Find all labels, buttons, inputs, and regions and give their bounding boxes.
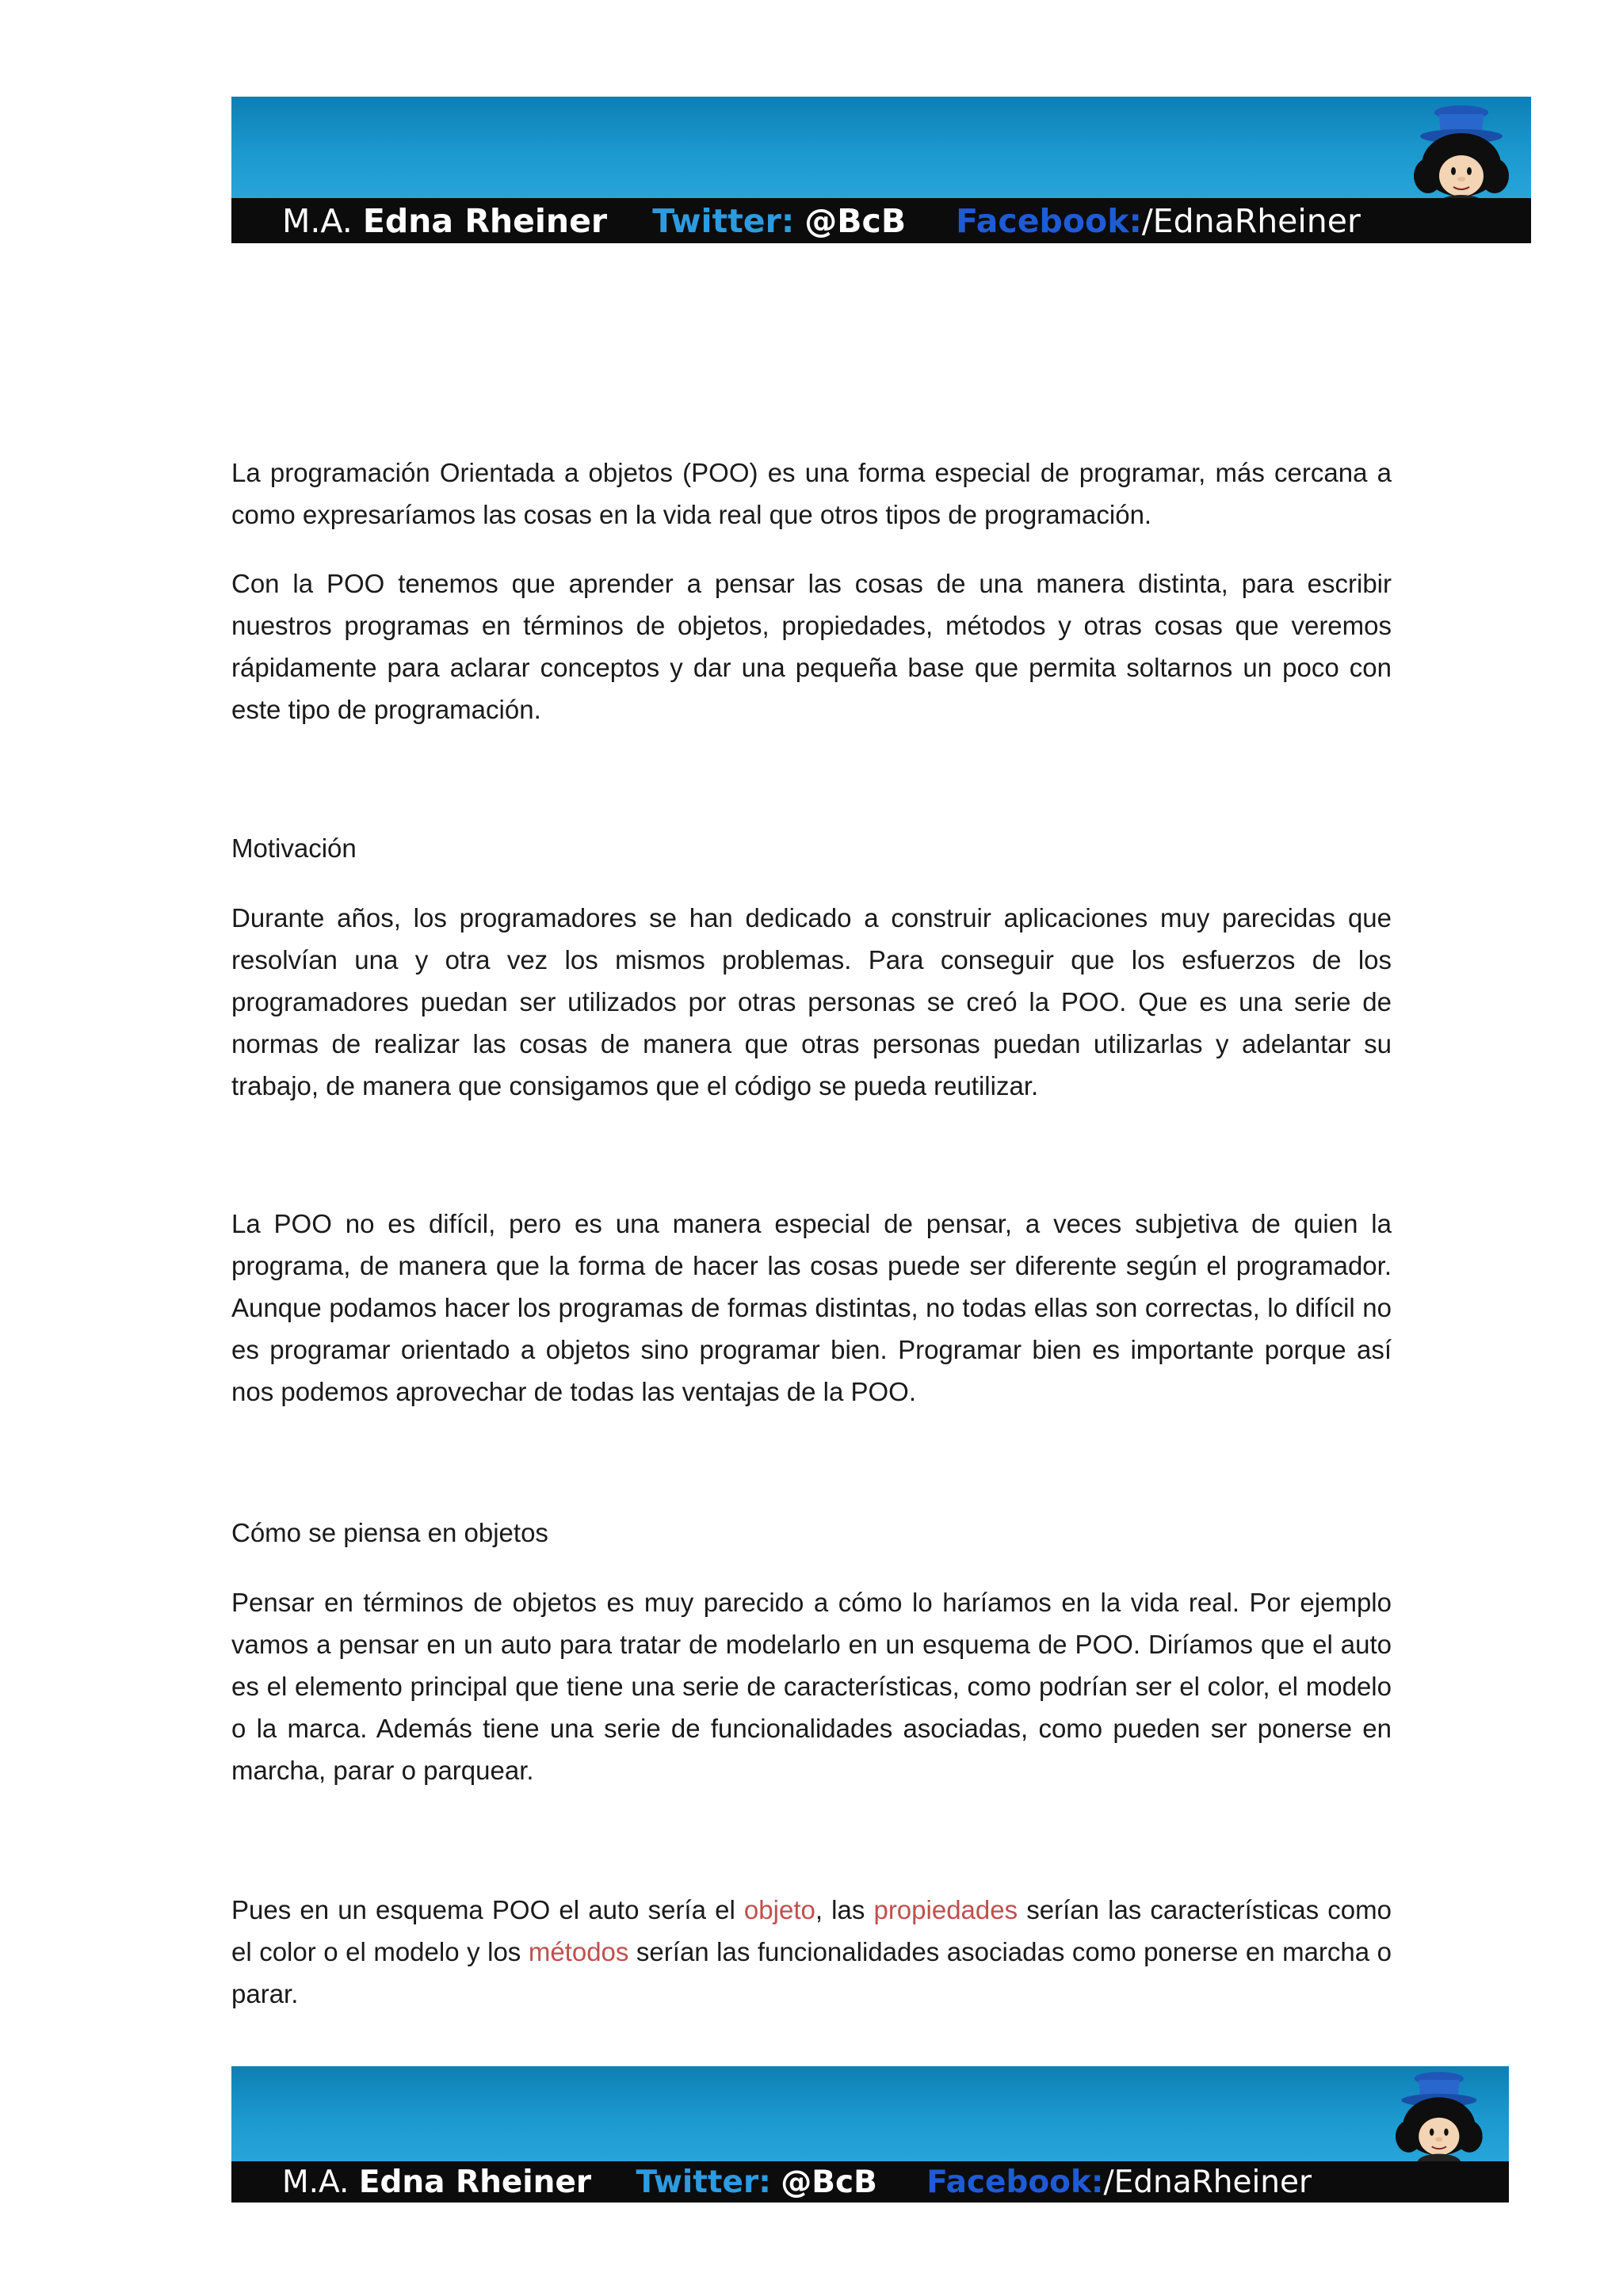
footer-author-name: Edna Rheiner <box>358 2164 592 2200</box>
p6-text-3: serían las características como el color o el modelo y los <box>231 1895 1392 1966</box>
footer-twitter-handle: @BcB <box>781 2164 877 2200</box>
footer-banner <box>231 2066 1509 2203</box>
footer-facebook-handle: /EdnaRheiner <box>1103 2164 1312 2200</box>
header-prefix: M.A. <box>282 202 353 240</box>
p6-text-2: , las <box>815 1895 874 1924</box>
header-twitter-label: Twitter: <box>652 202 795 240</box>
paragraph-1-block <box>231 452 1392 536</box>
heading-2-block <box>231 1512 1392 1554</box>
footer-twitter-label: Twitter: <box>636 2164 771 2200</box>
heading-como-se-piensa: Cómo se piensa en objetos <box>231 1518 548 1547</box>
paragraph-3-block <box>231 897 1392 1107</box>
header-banner <box>231 97 1531 243</box>
footer-credit-strip <box>231 2161 1509 2203</box>
keyword-objeto: objeto <box>743 1895 815 1924</box>
paragraph-4-block <box>231 1203 1392 1413</box>
header-author-name: Edna Rheiner <box>362 202 608 240</box>
p6-text-1: Pues en un esquema POO el auto sería el <box>231 1895 744 1924</box>
header-twitter-handle: @BcB <box>804 202 907 240</box>
footer-facebook-label: Facebook: <box>926 2164 1104 2200</box>
header-facebook-label: Facebook: <box>956 202 1142 240</box>
paragraph-not-difficult: La POO no es difícil, pero es una manera especial de pensar, a veces subjetiva de quien la programa, de manera que la forma de hacer las cosas puede ser diferente según el programador. Aunque podamos hacer los programas de formas distintas, no todas ellas son correctas, lo difícil no es programar orientado a objetos sino programar bien. Programar bien es importante porque así nos podemos aprovechar de todas las ventajas de la POO. <box>231 1209 1392 1406</box>
keyword-metodos: métodos <box>528 1937 629 1966</box>
paragraph-poo-thinking: Con la POO tenemos que aprender a pensar las cosas de una manera distinta, para escribir nuestros programas en términos de objetos, propiedades, métodos y otras cosas que veremos rápidamente para aclarar conceptos y dar una pequeña base que permita soltarnos un poco con este tipo de programación. <box>231 569 1392 724</box>
heading-motivacion: Motivación <box>231 833 357 863</box>
paragraph-car-example: Pensar en términos de objetos es muy parecido a cómo lo haríamos en la vida real. Por ejemplo vamos a pensar en un auto para tratar de modelarlo en un esquema de POO. Diríamos que el auto es el elemento principal que tiene una serie de características, como podrían ser el color, el modelo o la marca. Además tiene una serie de funcionalidades asociadas, como pueden ser ponerse en marcha, parar o parquear. <box>231 1588 1392 1785</box>
paragraph-motivation: Durante años, los programadores se han dedicado a construir aplicaciones muy parecidas que resolvían una y otra vez los mismos problemas. Para conseguir que los esfuerzos de los programadores puedan ser utilizados por otras personas se creó la POO. Que es una serie de normas de realizar las cosas de manera que otras personas puedan utilizarlas y adelantar su trabajo, de manera que consigamos que el código se pueda reutilizar. <box>231 903 1392 1100</box>
paragraph-poo-mapping <box>231 1889 1392 2015</box>
paragraph-5-block <box>231 1581 1392 1791</box>
paragraph-6-block <box>231 1889 1392 2015</box>
p6-text-4: serían las funcionalidades asociadas como ponerse en marcha o parar. <box>231 1937 1392 2008</box>
paragraph-2-block <box>231 563 1392 730</box>
footer-prefix: M.A. <box>282 2164 349 2200</box>
heading-1-block <box>231 827 1392 869</box>
paragraph-intro: La programación Orientada a objetos (POO) es una forma especial de programar, más cercana a como expresaríamos las cosas en la vida real que otros tipos de programación. <box>231 458 1392 529</box>
keyword-propiedades: propiedades <box>873 1895 1018 1924</box>
header-facebook-handle: /EdnaRheiner <box>1141 202 1361 240</box>
header-credit-strip <box>231 198 1531 243</box>
